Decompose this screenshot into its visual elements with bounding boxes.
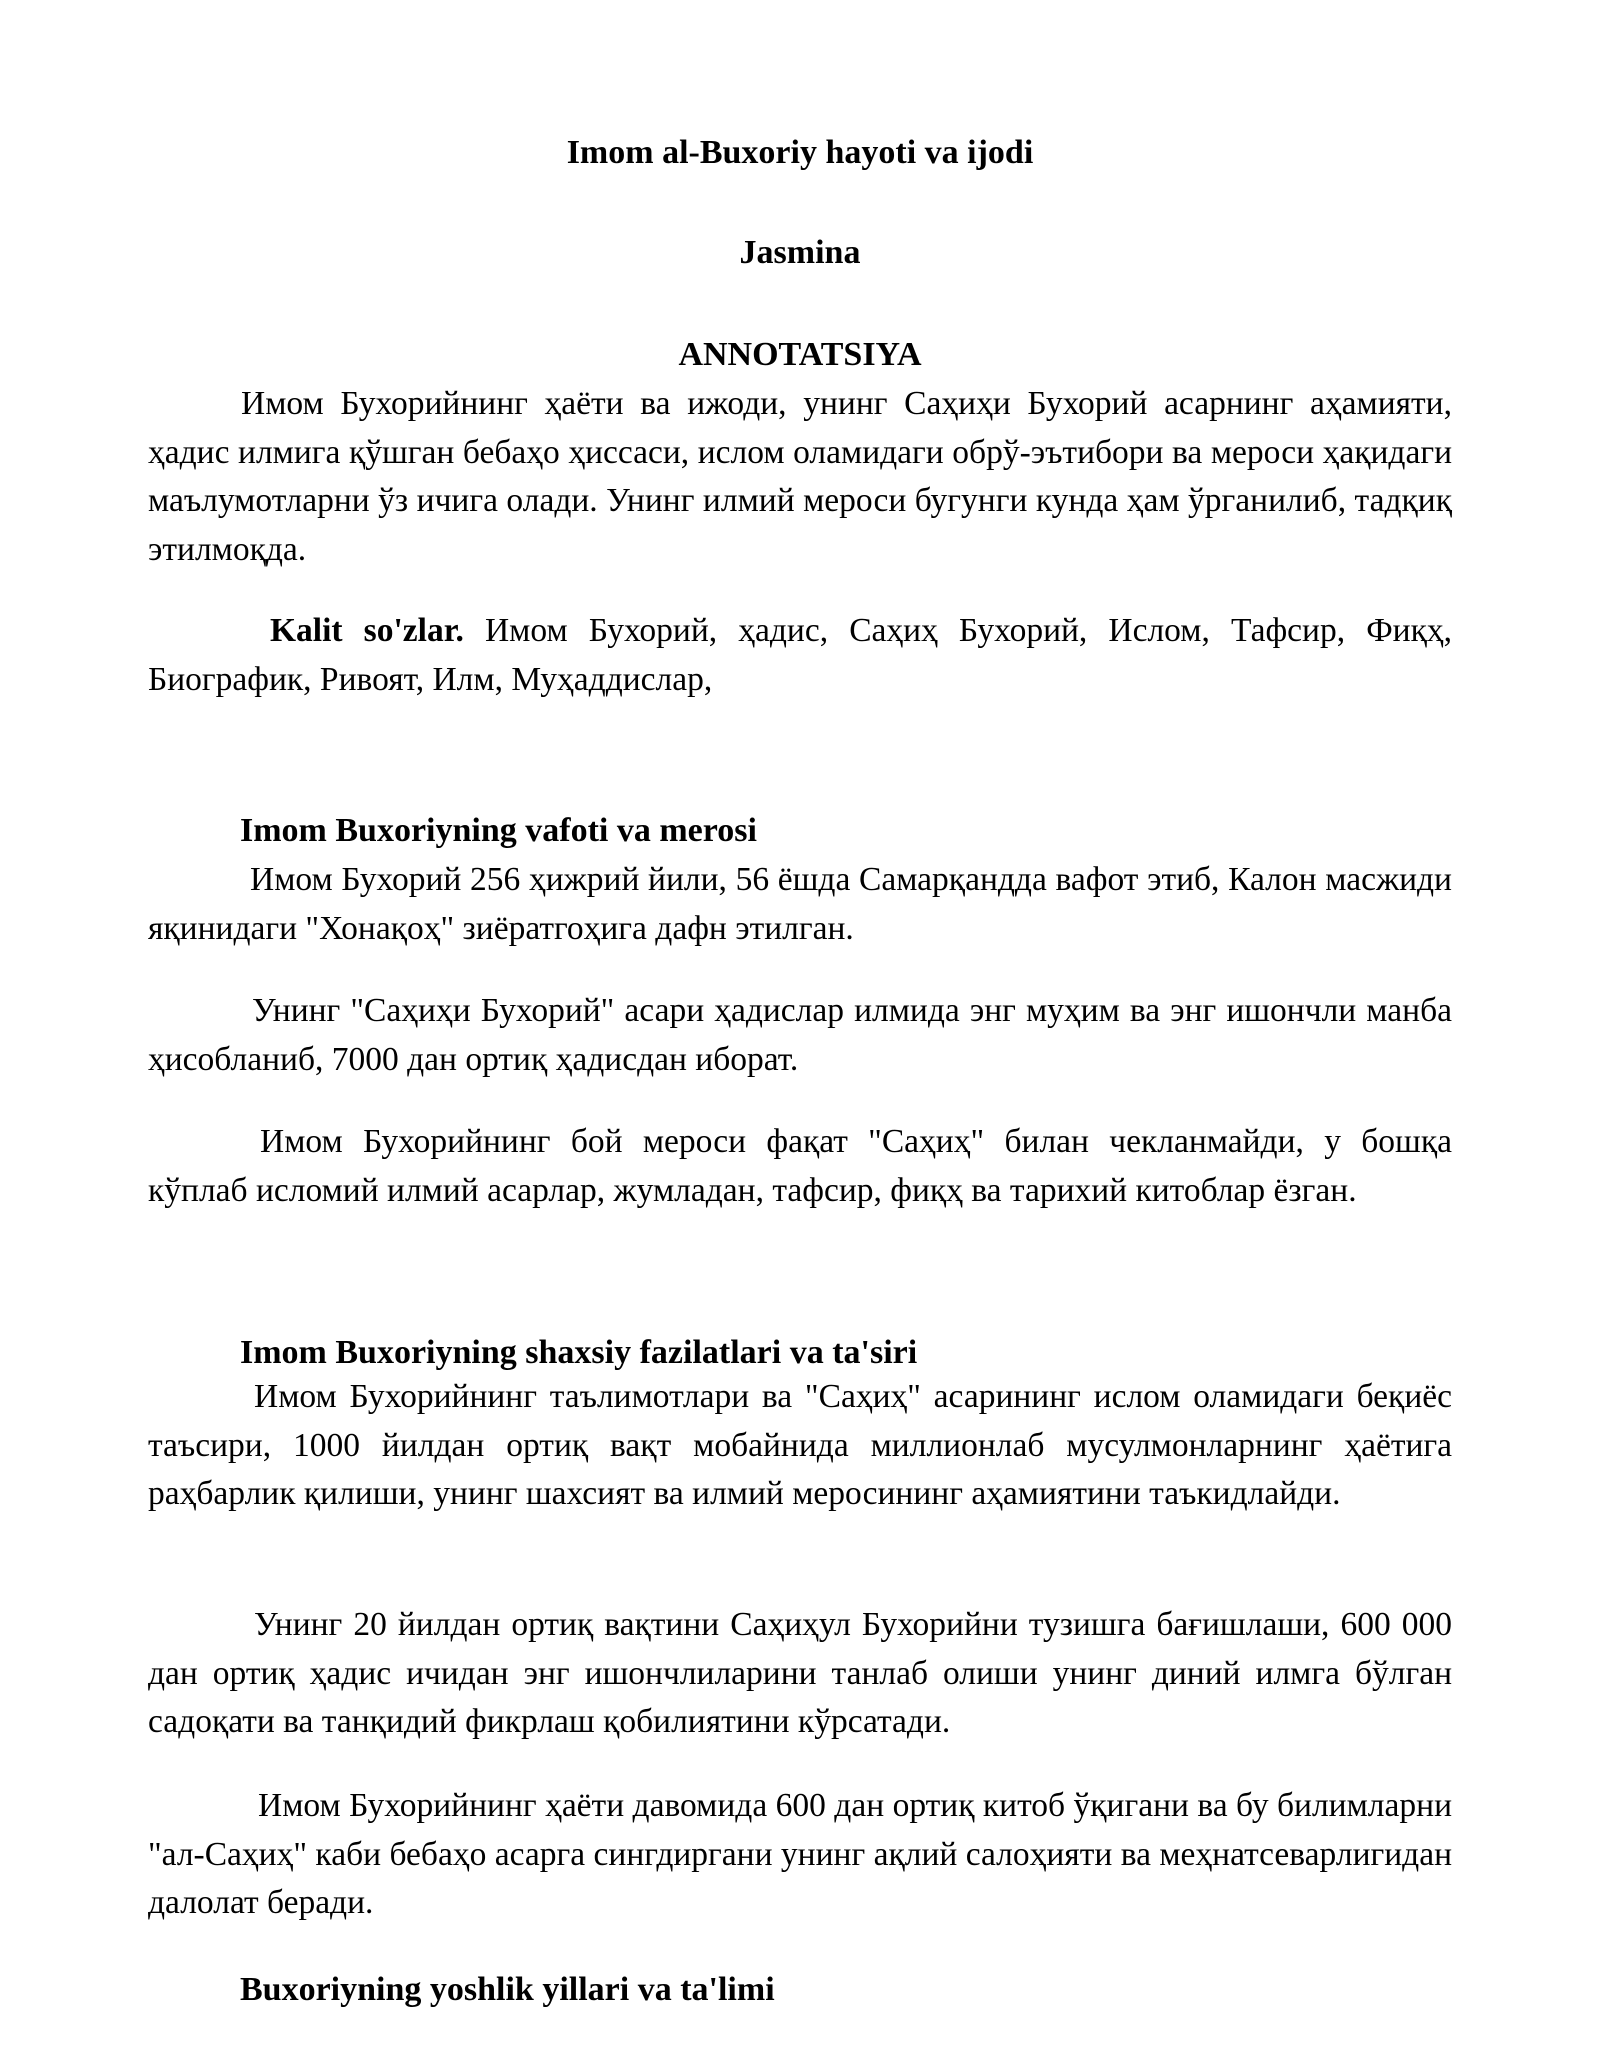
document-title: Imom al-Buxoriy hayoti va ijodi	[566, 134, 1034, 171]
section-heading: Imom Buxoriyning vafoti va merosi	[240, 812, 757, 849]
paragraph-text: Имом Бухорийнинг ҳаёти давомида 600 дан ортиқ китоб ўқигани ва бу билимларни "ал-Саҳиҳ" каби бебаҳо асарга сингдиргани унинг ақлий салоҳияти ва меҳнатсеварлигидан далолат беради.	[148, 1787, 1452, 1921]
keywords-paragraph	[148, 607, 1452, 704]
paragraph-text: Имом Бухорий 256 ҳижрий йили, 56 ёшда Самарқандда вафот этиб, Калон масжиди яқинидаги "Хонақоҳ" зиёратгоҳига дафн этилган.	[148, 861, 1452, 947]
keywords-label: Kalit so'zlar.	[270, 612, 464, 649]
section-heading: Buxoriyning yoshlik yillari va ta'limi	[240, 1971, 775, 2008]
paragraph-text: Унинг 20 йилдан ортиқ вақтини Саҳиҳул Бухорийни тузишга бағишлаши, 600 000 дан ортиқ ҳадис ичидан энг ишончлиларини танлаб олиши унинг диний илмга бўлган садоқати ва танқидий фикрлаш қобилиятини кўрсатади.	[148, 1606, 1452, 1740]
keywords-text: Имом Бухорий, ҳадис, Саҳиҳ Бухорий, Ислом, Тафсир, Фиқҳ, Биографик, Ривоят, Илм, Муҳаддислар,	[148, 612, 1452, 698]
paragraph-text: Имом Бухорийнинг таълимотлари ва "Саҳиҳ" асарининг ислом оламидаги беқиёс таъсири, 1000 йилдан ортиқ вақт мобайнида миллионлаб мусулмонларнинг ҳаётига раҳбарлик қилиши, унинг шахсият ва илмий меросининг аҳамиятини таъкидлайди.	[148, 1378, 1452, 1512]
author-name: Jasmina	[739, 234, 861, 271]
section-paragraph	[148, 856, 1452, 953]
section-paragraph	[148, 1118, 1452, 1215]
section-paragraph	[148, 1782, 1452, 1928]
annotation-heading: ANNOTATSIYA	[678, 336, 922, 373]
annotation-paragraph	[148, 380, 1452, 574]
annotation-text: Имом Бухорийнинг ҳаёти ва ижоди, унинг Саҳиҳи Бухорий асарнинг аҳамияти, ҳадис илмига қўшган бебаҳо ҳиссаси, ислом оламидаги обрў-эътибори ва мероси ҳақидаги маълумотларни ўз ичига олади. Унинг илмий мероси бугунги кунда ҳам ўрганилиб, тадқиқ этилмоқда.	[148, 385, 1452, 568]
section-paragraph	[148, 1373, 1452, 1519]
section-paragraph	[148, 1601, 1452, 1747]
section-paragraph	[148, 987, 1452, 1084]
paragraph-text: Имом Бухорийнинг бой мероси фақат "Саҳиҳ" билан чекланмайди, у бошқа кўплаб исломий илмий асарлар, жумладан, тафсир, фиқҳ ва тарихий китоблар ёзган.	[148, 1123, 1452, 1209]
paragraph-text: Унинг "Саҳиҳи Бухорий" асари ҳадислар илмида энг муҳим ва энг ишончли манба ҳисобланиб, 7000 дан ортиқ ҳадисдан иборат.	[148, 992, 1452, 1078]
section-heading: Imom Buxoriyning shaxsiy fazilatlari va ta'siri	[240, 1334, 918, 1371]
